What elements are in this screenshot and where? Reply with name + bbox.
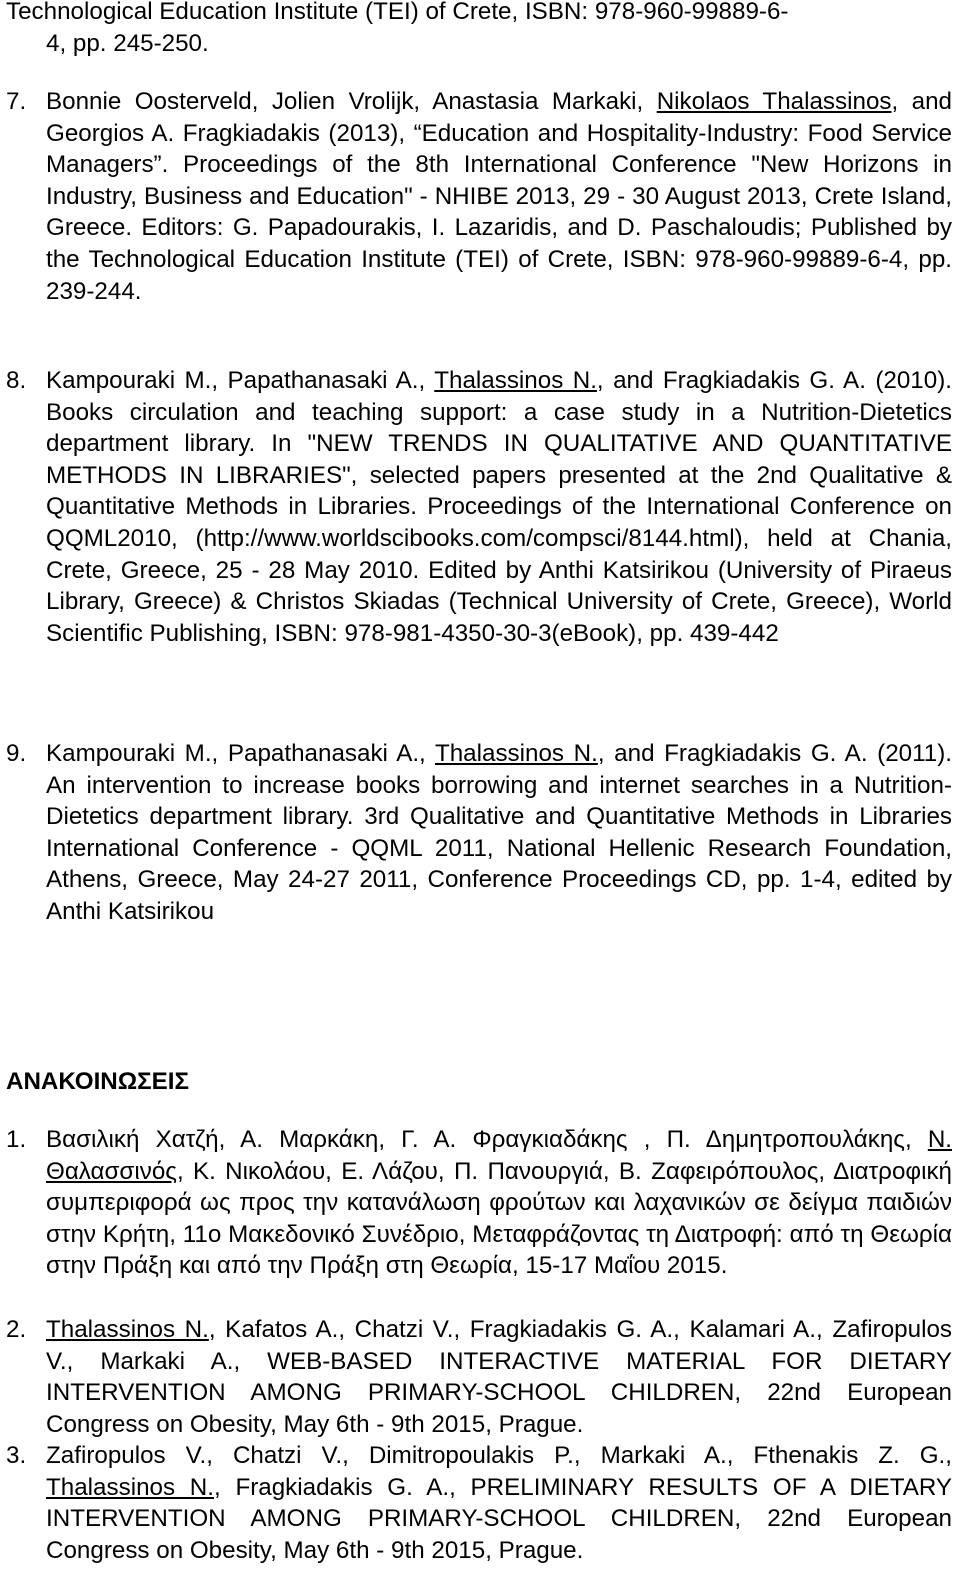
announcement-text xyxy=(46,1124,952,1282)
text-run: , Kafatos A., Chatzi V., Fragkiadakis G. A., Kalamari A., Zafiropulos V., Markaki A., WEB-BASED INTERACTIVE MATERIAL FOR DIETARY INTERVENTION AMONG PRIMARY-SCHOOL CHILDREN, 22nd European Congress on Obesity, May 6th - 9th 2015, Prague. xyxy=(46,1316,952,1438)
reference-text xyxy=(46,738,952,928)
text-run: Zafiropulos V., Chatzi V., Dimitropoulakis P., Markaki A., Fthenakis Z. G., xyxy=(46,1442,952,1469)
text-run: Bonnie Oosterveld, Jolien Vrolijk, Anastasia Markaki, xyxy=(46,88,657,115)
continued-line-1: Technological Education Institute (TEI) of Crete, ISBN: 978-960-99889-6- xyxy=(6,0,789,25)
text-run: Kampouraki M., Papathanasaki A., xyxy=(46,367,435,394)
text-run: , and Fragkiadakis G. A. (2011). An intervention to increase books borrowing and internet searches in a Nutrition-Dietetics department library. 3rd Qualitative and Quantitative Methods in Libraries International Conference - QQML 2011, National Hellenic Research Foundation, Athens, Greece, May 24-27 2011, Conference Proceedings CD, pp. 1-4, edited by Anthi Katsirikou xyxy=(46,740,952,925)
announcement-number: 2. xyxy=(6,1316,27,1343)
announcement-number: 3. xyxy=(6,1442,27,1469)
author-link: Thalassinos N. xyxy=(46,1473,214,1501)
author-link: Nikolaos Thalassinos xyxy=(656,88,892,115)
reference-number: 9. xyxy=(6,740,27,767)
announcement-item xyxy=(0,1314,952,1440)
author-link: Thalassinos N. xyxy=(46,1316,209,1343)
reference-item xyxy=(0,365,952,649)
announcement-text xyxy=(46,1314,952,1440)
text-run: , Κ. Νικολάου, Ε. Λάζου, Π. Πανουργιά, Β. Ζαφειρόπουλος, Διατροφική συμπεριφορά ως προς την κατανάλωση φρούτων και λαχανικών σε δείγμα παιδιών στην Κρήτη, 11ο Μακεδονικό Συνέδριο, Μεταφράζοντας τη Διατροφή: από τη Θεωρία στην Πράξη και από την Πράξη στη Θεωρία, 15-17 Μαΐου 2015. xyxy=(46,1157,952,1280)
announcement-number: 1. xyxy=(6,1126,27,1153)
announcement-text xyxy=(46,1440,952,1566)
continued-line-2: 4, pp. 245-250. xyxy=(46,29,209,57)
reference-item xyxy=(0,738,952,928)
reference-number: 7. xyxy=(6,88,27,115)
reference-item xyxy=(0,86,952,307)
author-link: Thalassinos N. xyxy=(434,740,598,767)
announcement-item xyxy=(0,1124,952,1282)
text-run: Βασιλική Χατζή, Α. Μαρκάκη, Γ. Α. Φραγκιαδάκης , Π. Δημητροπουλάκης, xyxy=(46,1126,928,1153)
text-run: , and Georgios A. Fragkiadakis (2013), “Education and Hospitality-Industry: Food Service Managers”. Proceedings of the 8th International Conference "New Horizons in Industry, Business and Education" - NHIBE 2013, 29 - 30 August 2013, Crete Island, Greece. Editors: G. Papadourakis, I. Lazaridis, and D. Paschaloudis; Published by the Technological Education Institute (TEI) of Crete, ISBN: 978-960-99889-6-4, pp. 239-244. xyxy=(46,88,952,305)
reference-number: 8. xyxy=(6,367,27,394)
text-run: , Fragkiadakis G. A., PRELIMINARY RESULTS OF A DIETARY INTERVENTION AMONG PRIMARY-SCHOOL CHILDREN, 22nd European Congress on Obesity, May 6th - 9th 2015, Prague. xyxy=(46,1473,952,1564)
author-link: Thalassinos N. xyxy=(434,367,597,394)
text-run: , and Fragkiadakis G. A. (2010). Books circulation and teaching support: a case study in a Nutrition-Dietetics department library. In "NEW TRENDS IN QUALITATIVE AND QUANTITATIVE METHODS IN LIBRARIES", selected papers presented at the 2nd Qualitative & Quantitative Methods in Libraries. Proceedings of the International Conference on QQML2010, (http://www.worldscibooks.com/compsci/8144.html), held at Chania, Crete, Greece, 25 - 28 May 2010. Edited by Anthi Katsirikou (University of Piraeus Library, Greece) & Christos Skiadas (Technical University of Crete, Greece), World Scientific Publishing, ISBN: 978-981-4350-30-3(eBook), pp. 439-442 xyxy=(46,367,952,647)
reference-text xyxy=(46,86,952,307)
section-title: ΑΝΑΚΟΙΝΩΣΕΙΣ xyxy=(6,1068,190,1095)
reference-text xyxy=(46,365,952,649)
announcement-item xyxy=(0,1440,952,1566)
author-link: Ν. Θαλασσινός xyxy=(46,1126,952,1185)
text-run: Kampouraki M., Papathanasaki A., xyxy=(46,740,435,767)
